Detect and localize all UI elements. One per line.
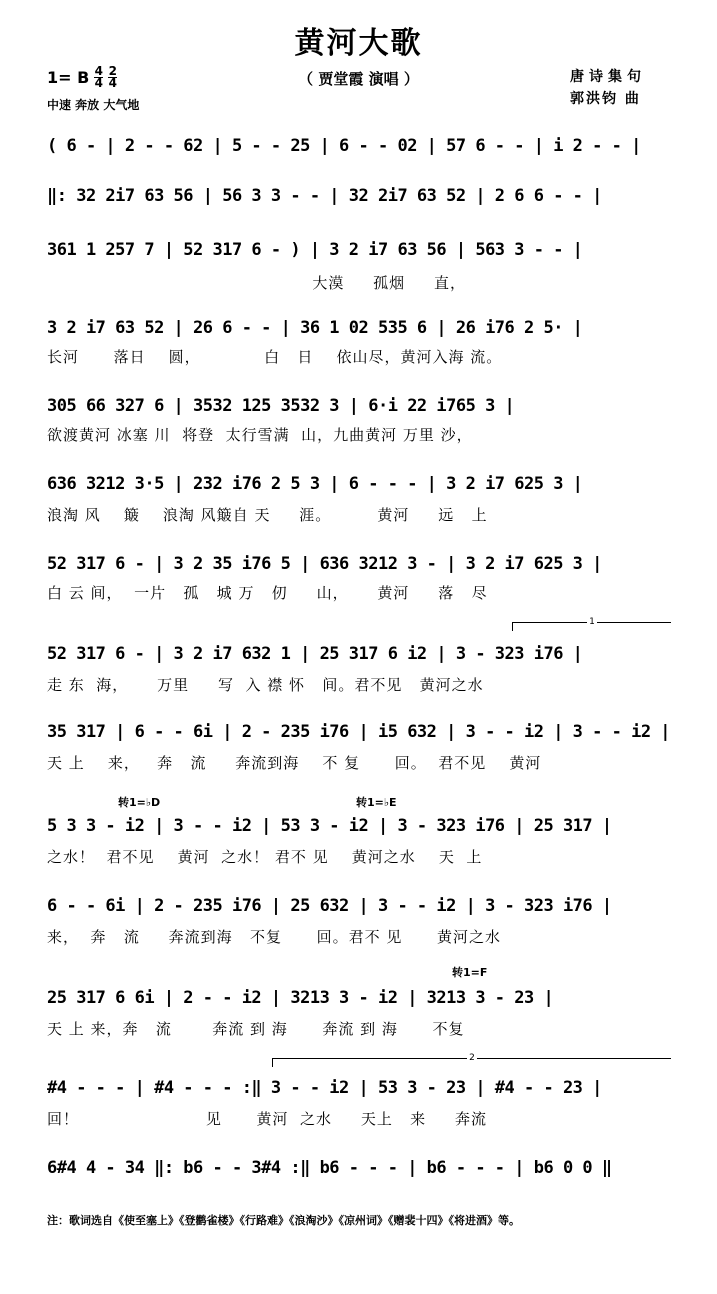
notation: 305 66 327 6 | 3532 125 3532 3 | 6·i 22 i765 3 | [47, 396, 515, 416]
notation: 25 317 6 6i | 2 - - i2 | 3213 3 - i2 | 3213 3 - 23 | [47, 988, 554, 1008]
lyrics: 天 上 来，奔 流 奔流 到 海 奔流 到 海 不复 [47, 1020, 465, 1038]
time-signature-2: $\frac{2}{4}$ [108, 64, 117, 90]
lyrics: 浪淘 风 簸 浪淘 风簸自 天 涯。 黄河 远 上 [47, 506, 488, 524]
lyrics: 回！ 见 黄河 之水 天上 来 奔流 [47, 1110, 488, 1128]
notation: 6#4 4 - 34 ‖: b6 - - 3#4 :‖ b6 - - - | b6 - - - | b6 0 0 ‖ [47, 1158, 612, 1178]
lyrics: 之水！ 君不见 黄河 之水！ 君不 见 黄河之水 天 上 [47, 848, 483, 866]
lyricist-credit: 唐诗集句 [570, 69, 646, 85]
modulation-mark: 转1=♭D [118, 796, 161, 809]
modulation-mark: 转1=♭E [356, 796, 397, 809]
singer-credit: （ 贾堂霞 演唱 ） [298, 70, 419, 88]
footnote: 注：歌词选自《使至塞上》《登鹳雀楼》《行路难》《浪淘沙》《凉州词》《赠裴十四》《将进酒》等。 [47, 1214, 520, 1227]
lyrics: 白 云 间， 一片 孤 城 万 仞 山， 黄河 落 尽 [47, 584, 488, 602]
notation: ‖: 32 2i7 63 56 | 56 3 3 - - | 32 2i7 63 52 | 2 6 6 - - | [47, 186, 602, 206]
lyrics: 大漠 孤烟 直， [47, 274, 467, 292]
time-signature-1: $\frac{4}{4}$ [94, 64, 103, 90]
notation: 52 317 6 - | 3 2 35 i76 5 | 636 3212 3 - | 3 2 i7 625 3 | [47, 554, 602, 574]
volta-bracket-2: 2 [272, 1058, 671, 1067]
notation: 3 2 i7 63 52 | 26 6 - - | 36 1 02 535 6 | 26 i76 2 5· | [47, 318, 583, 338]
notation: 35 317 | 6 - - 6i | 2 - 235 i76 | i5 632 | 3 - - i2 | 3 - - i2 | [47, 722, 671, 742]
notation: 6 - - 6i | 2 - 235 i76 | 25 632 | 3 - - i2 | 3 - 323 i76 | [47, 896, 612, 916]
lyrics: 来， 奔 流 奔流到海 不复 回。君不 见 黄河之水 [47, 928, 501, 946]
notation: 5 3 3 - i2 | 3 - - i2 | 53 3 - i2 | 3 - 323 i76 | 25 317 | [47, 816, 612, 836]
lyrics: 天 上 来， 奔 流 奔流到海 不 复 回。 君不见 黄河 [47, 754, 542, 772]
notation: ( 6 - | 2 - - 62 | 5 - - 25 | 6 - - 02 | 57 6 - - | i 2 - - | [47, 136, 641, 156]
notation: #4 - - - | #4 - - - :‖ 3 - - i2 | 53 3 - 23 | #4 - - 23 | [47, 1078, 602, 1098]
key-label: 1= B [47, 68, 90, 87]
modulation-mark: 转1=F [452, 966, 488, 979]
tempo-marking: 中速 奔放 大气地 [47, 98, 140, 112]
notation: 636 3212 3·5 | 232 i76 2 5 3 | 6 - - - | 3 2 i7 625 3 | [47, 474, 583, 494]
key-signature [47, 66, 117, 89]
volta-bracket-1: 1 [512, 622, 671, 631]
composer-credit: 郭洪钧 曲 [570, 91, 641, 107]
page-title: 黄河大歌 [294, 26, 423, 61]
lyrics: 欲渡黄河 冰塞 川 将登 太行雪满 山，九曲黄河 万里 沙， [47, 426, 473, 444]
notation: 361 1 257 7 | 52 317 6 - ) | 3 2 i7 63 56 | 563 3 - - | [47, 240, 583, 260]
lyrics: 长河 落日 圆， 白 日 依山尽，黄河入海 流。 [47, 348, 503, 366]
lyrics: 走 东 海， 万里 写 入 襟 怀 间。君不见 黄河之水 [47, 676, 484, 694]
notation: 52 317 6 - | 3 2 i7 632 1 | 25 317 6 i2 | 3 - 323 i76 | [47, 644, 583, 664]
